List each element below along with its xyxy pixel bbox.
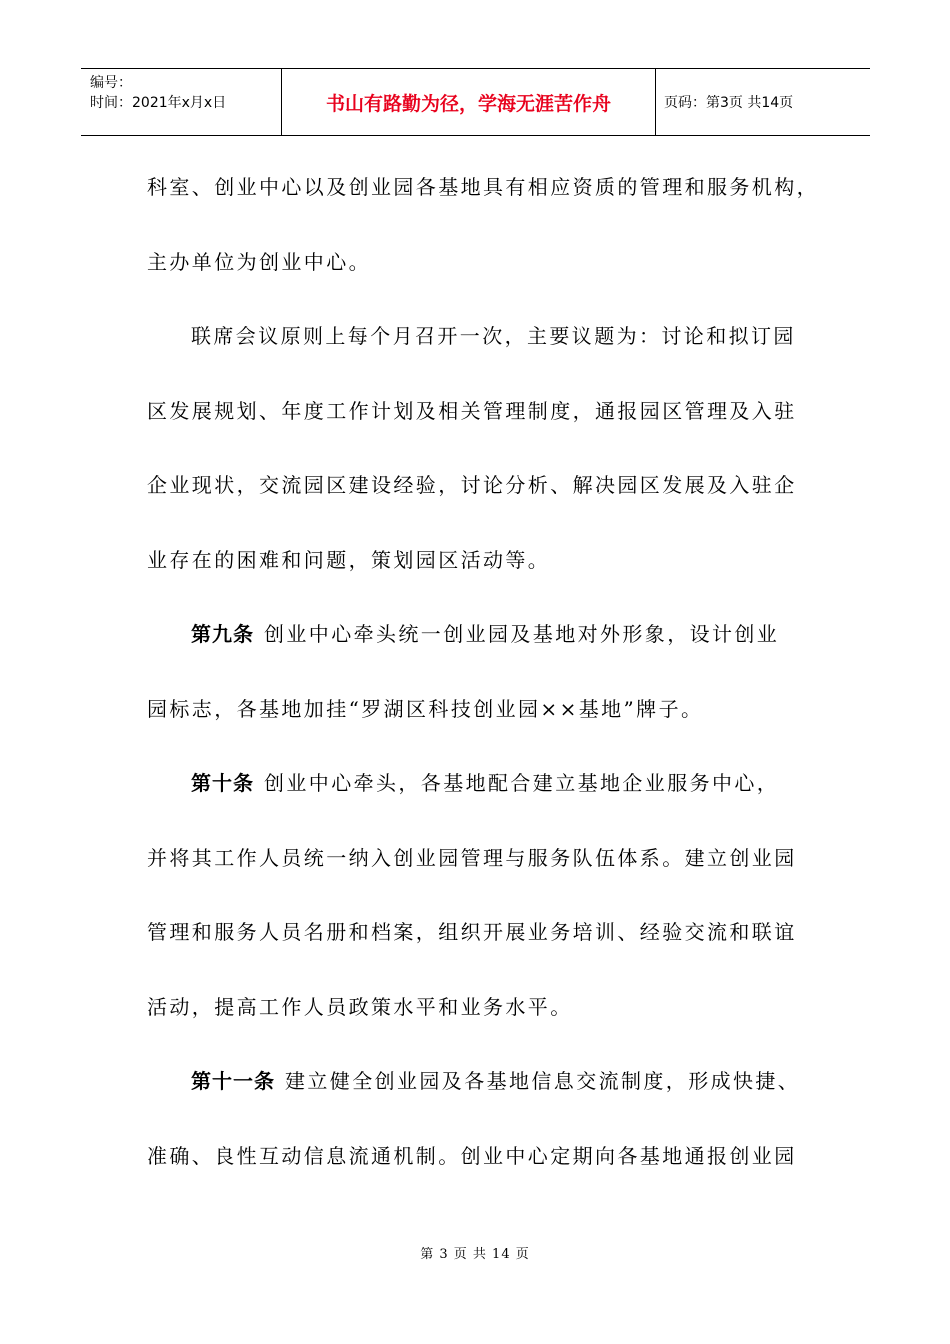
line-text: 联席会议原则上每个月召开一次，主要议题为：讨论和拟订园 (191, 324, 796, 348)
document-body (147, 158, 819, 1201)
article-line (147, 1052, 809, 1127)
line-text: 活动，提高工作人员政策水平和业务水平。 (147, 994, 573, 1019)
page-header (81, 68, 870, 136)
line-text: 主办单位为创业中心。 (147, 249, 371, 274)
line-text: 区发展规划、年度工作计划及相关管理制度，通报园区管理及入驻 (147, 398, 797, 423)
article-heading: 第十一条 (191, 1069, 275, 1093)
line-text: 并将其工作人员统一纳入创业园管理与服务队伍体系。建立创业园 (147, 845, 797, 870)
document-time: 时间：2021年x月x日 (90, 95, 227, 111)
text-line (147, 829, 809, 904)
line-text: 企业现状，交流园区建设经验，讨论分析、解决园区发展及入驻企 (147, 473, 797, 497)
article-line (147, 754, 809, 829)
page-footer: 第 3 页 共 14 页 (420, 1247, 530, 1262)
text-line (147, 978, 809, 1053)
article-heading: 第十条 (191, 771, 254, 795)
document-number-label: 编号： (90, 75, 132, 91)
line-text: 业存在的困难和问题，策划园区活动等。 (147, 547, 551, 572)
text-line (147, 307, 809, 382)
header-motto: 书山有路勤为径，学海无涯苦作舟 (282, 69, 656, 135)
header-meta (81, 69, 282, 135)
text-line (147, 158, 819, 233)
line-text: 创业中心牵头统一创业园及基地对外形象，设计创业 (264, 622, 780, 646)
text-line (147, 1127, 809, 1202)
text-line (147, 233, 809, 308)
line-text: 建立健全创业园及各基地信息交流制度，形成快捷、 (285, 1069, 801, 1093)
text-line (147, 903, 809, 978)
line-text: 准确、良性互动信息流通机制。创业中心定期向各基地通报创业园 (147, 1143, 797, 1168)
line-text: 创业中心牵头，各基地配合建立基地企业服务中心， (264, 771, 780, 795)
line-text: 园标志，各基地加挂“罗湖区科技创业园××基地”牌子。 (147, 696, 704, 721)
header-page-info: 页码：第3页 共14页 (664, 95, 794, 111)
article-heading: 第九条 (191, 622, 254, 646)
line-text: 科室、创业中心以及创业园各基地具有相应资质的管理和服务机构， (147, 175, 819, 199)
text-line (147, 456, 809, 531)
text-line (147, 531, 809, 606)
line-text: 管理和服务人员名册和档案，组织开展业务培训、经验交流和联谊 (147, 920, 797, 944)
article-line (147, 605, 809, 680)
text-line (147, 680, 809, 755)
text-line (147, 382, 809, 457)
